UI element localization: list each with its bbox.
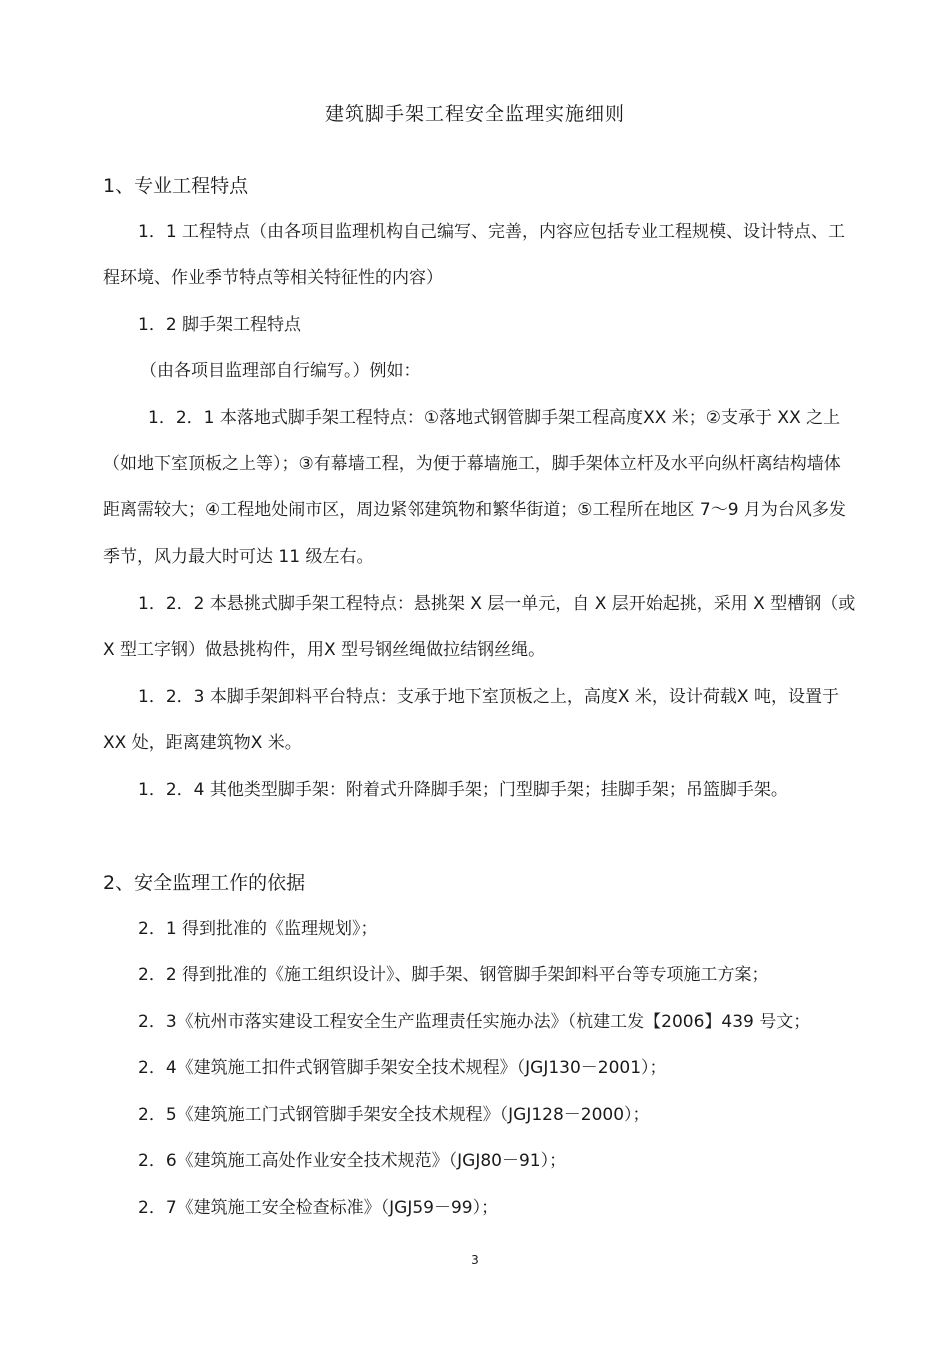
paragraph-1-2-2-line-2: X 型工字钢）做悬挑构件，用X 型号钢丝绳做拉结钢丝绳。 [103,640,546,660]
basis-list-item: 2．4《建筑施工扣件式钢管脚手架安全技术规程》（JGJ130－2001）； [138,1058,667,1078]
basis-list-item: 2．2 得到批准的《施工组织设计》、脚手架、钢管脚手架卸料平台等专项施工方案； [138,965,769,985]
paragraph-1-2-3-line-2: XX 处，距离建筑物X 米。 [103,733,302,753]
paragraph-1-2-2-line-1: 1．2．2 本悬挑式脚手架工程特点：悬挑架 X 层一单元，自 X 层开始起挑，采用 X 型槽钢（或 [138,594,856,614]
paragraph-1-2-1-line-4: 季节，风力最大时可达 11 级左右。 [103,547,374,567]
basis-list-item: 2．6《建筑施工高处作业安全技术规范》（JGJ80－91）； [138,1151,567,1171]
basis-list-item: 2．7《建筑施工安全检查标准》（JGJ59－99）； [138,1198,499,1218]
paragraph-1-2-1-line-2: （如地下室顶板之上等）；③有幕墙工程，为便于幕墙施工，脚手架体立杆及水平向纵杆离结构墙体 [103,454,841,474]
paragraph-1-2-heading: 1．2 脚手架工程特点 [138,315,302,335]
paragraph-1-1-line-2: 程环境、作业季节特点等相关特征性的内容） [103,268,443,288]
section-1-heading: 1、专业工程特点 [103,175,249,197]
section-2-heading: 2、安全监理工作的依据 [103,872,306,894]
paragraph-1-2-1-line-1: 1．2．1 本落地式脚手架工程特点：①落地式钢管脚手架工程高度XX 米；②支承于 XX 之上 [148,408,841,428]
paragraph-1-1-line-1: 1．1 工程特点（由各项目监理机构自己编写、完善，内容应包括专业工程规模、设计特点、工 [138,222,846,242]
paragraph-1-2-note: （由各项目监理部自行编写。）例如： [140,361,421,381]
basis-list-item: 2．5《建筑施工门式钢管脚手架安全技术规程》（JGJ128－2000）； [138,1105,650,1125]
basis-list-item: 2．1 得到批准的《监理规划》； [138,919,378,939]
page-number: 3 [471,1253,479,1267]
paragraph-1-2-3-line-1: 1．2．3 本脚手架卸料平台特点：支承于地下室顶板之上，高度X 米，设计荷载X 吨，设置于 [138,687,839,707]
document-title: 建筑脚手架工程安全监理实施细则 [324,103,625,125]
basis-list-item: 2．3《杭州市落实建设工程安全生产监理责任实施办法》（杭建工发【2006】439 号文； [138,1012,811,1032]
paragraph-1-2-4: 1．2．4 其他类型脚手架：附着式升降脚手架；门型脚手架；挂脚手架；吊篮脚手架。 [138,780,788,800]
paragraph-1-2-1-line-3: 距离需较大；④工程地处闹市区，周边紧邻建筑物和繁华街道；⑤工程所在地区 7～9 月为台风多发 [103,500,846,520]
